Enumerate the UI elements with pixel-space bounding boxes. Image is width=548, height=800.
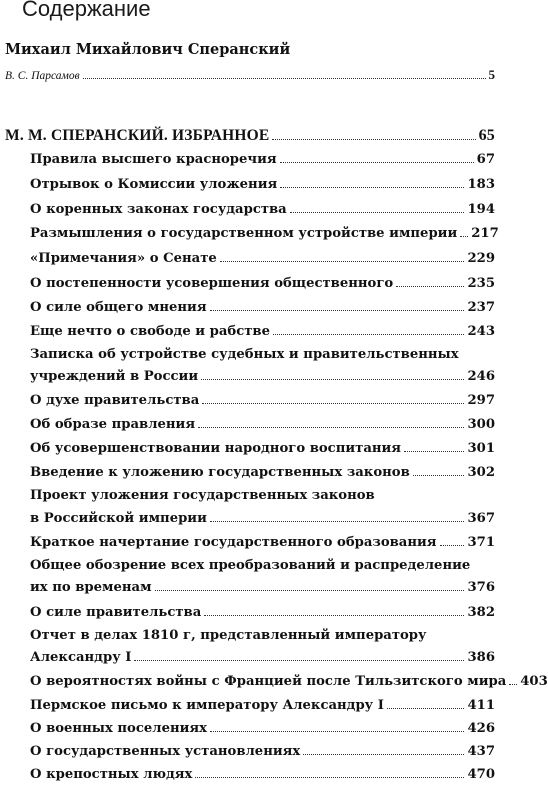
toc-entry-title: В. С. Парсамов — [5, 70, 80, 82]
toc-entry[interactable] — [30, 465, 495, 483]
toc-entry[interactable] — [30, 276, 495, 294]
toc-leader-dots — [387, 708, 465, 709]
toc-entry-title: Отрывок о Комиссии уложения — [30, 177, 278, 192]
toc-entry-first-line[interactable]: Общее обозрение всех преобразований и распределение — [30, 558, 471, 573]
toc-entry-page: 5 — [488, 67, 495, 82]
toc-entry-page: 300 — [467, 417, 495, 432]
toc-entry[interactable] — [30, 744, 495, 762]
section-author-heading: Михаил Михайлович Сперанский — [5, 41, 291, 58]
toc-leader-dots — [272, 139, 475, 140]
toc-part-heading[interactable] — [5, 127, 495, 145]
toc-leader-dots — [440, 545, 465, 546]
toc-entry[interactable] — [30, 650, 495, 668]
toc-leader-dots — [509, 684, 517, 685]
toc-entry-title: Размышления о государственном устройстве империи — [30, 226, 458, 241]
toc-entry-title: Об образе правления — [30, 417, 196, 432]
toc-leader-dots — [303, 754, 464, 755]
toc-entry-page: 235 — [467, 276, 495, 291]
toc-leader-dots — [198, 427, 464, 428]
toc-entry-title: в Российской империи — [30, 511, 207, 526]
toc-entry[interactable] — [30, 605, 495, 623]
page-title: Содержание — [22, 0, 151, 21]
toc-leader-dots — [413, 475, 465, 476]
toc-entry-page: 246 — [467, 369, 495, 384]
toc-entry-page: 376 — [467, 580, 495, 595]
toc-entry-page: 237 — [467, 300, 495, 315]
toc-entry[interactable] — [30, 511, 495, 529]
toc-entry[interactable] — [30, 441, 495, 459]
toc-entry-page: 411 — [467, 698, 495, 713]
toc-entry-title: Введение к уложению государственных законов — [30, 465, 410, 480]
toc-entry-page: 243 — [467, 324, 495, 339]
toc-entry-page: 183 — [467, 177, 495, 192]
toc-entry-page: 386 — [467, 650, 495, 665]
toc-leader-dots — [83, 78, 486, 79]
toc-entry[interactable] — [30, 393, 495, 411]
toc-entry-page: 403 — [520, 674, 548, 689]
toc-leader-dots — [210, 521, 465, 522]
toc-entry-title: Еще нечто о свободе и рабстве — [30, 324, 270, 339]
toc-entry-title: О вероятностях войны с Францией после Тильзитского мира — [30, 674, 507, 689]
toc-entry-title: О военных поселениях — [30, 721, 208, 736]
toc-leader-dots — [134, 660, 464, 661]
toc-entry-title: Об усовершенствовании народного воспитания — [30, 441, 402, 456]
toc-entry-page: 371 — [467, 535, 495, 550]
toc-entry[interactable] — [30, 674, 548, 692]
toc-entry[interactable] — [30, 417, 495, 435]
toc-leader-dots — [195, 777, 464, 778]
toc-entry[interactable] — [30, 251, 495, 269]
toc-entry-page: 426 — [467, 721, 495, 736]
toc-entry-title: О духе правительства — [30, 393, 200, 408]
toc-leader-dots — [460, 236, 468, 237]
toc-part-page: 65 — [478, 127, 495, 144]
toc-entry[interactable] — [30, 300, 495, 318]
toc-entry[interactable] — [30, 767, 495, 785]
toc-entry-first-line[interactable]: Проект уложения государственных законов — [30, 488, 375, 503]
toc-leader-dots — [210, 731, 464, 732]
toc-leader-dots — [404, 451, 464, 452]
toc-entry-intro[interactable] — [5, 67, 495, 83]
toc-entry-page: 302 — [467, 465, 495, 480]
toc-leader-dots — [280, 187, 464, 188]
toc-entry-title: учреждений в России — [30, 369, 199, 384]
toc-entry-page: 382 — [467, 605, 495, 620]
toc-entry[interactable] — [30, 226, 499, 244]
toc-entry[interactable] — [30, 580, 495, 598]
toc-entry-title: О крепостных людях — [30, 767, 193, 782]
toc-entry-page: 470 — [467, 767, 495, 782]
toc-entry-title: «Примечания» о Сенате — [30, 251, 217, 266]
toc-entry-page: 301 — [467, 441, 495, 456]
toc-entry-title: О силе общего мнения — [30, 300, 207, 315]
toc-entry-first-line[interactable]: Записка об устройстве судебных и правительственных — [30, 347, 459, 362]
toc-entry-page: 229 — [467, 251, 495, 266]
toc-entry-page: 367 — [467, 511, 495, 526]
toc-leader-dots — [396, 286, 464, 287]
toc-leader-dots — [210, 310, 465, 311]
toc-entry[interactable] — [30, 698, 495, 716]
toc-entry-title: О коренных законах государства — [30, 202, 287, 217]
toc-entry[interactable] — [30, 202, 495, 220]
toc-entry-title: О постепенности усовершения общественного — [30, 276, 394, 291]
toc-leader-dots — [155, 590, 465, 591]
toc-leader-dots — [204, 615, 464, 616]
toc-entry-title: их по временам — [30, 580, 152, 595]
toc-entry-first-line[interactable]: Отчет в делах 1810 г, представленный императору — [30, 628, 427, 643]
toc-entry-page: 297 — [467, 393, 495, 408]
toc-entry-title: Правила высшего красноречия — [30, 152, 277, 167]
toc-leader-dots — [280, 162, 474, 163]
toc-leader-dots — [273, 334, 464, 335]
toc-leader-dots — [220, 261, 465, 262]
toc-leader-dots — [290, 212, 465, 213]
toc-part-title: М. М. СПЕРАНСКИЙ. ИЗБРАННОЕ — [5, 127, 270, 144]
toc-entry[interactable] — [30, 535, 495, 553]
toc-entry[interactable] — [30, 721, 495, 739]
toc-entry-title: О государственных установлениях — [30, 744, 301, 759]
toc-entry-page: 437 — [467, 744, 495, 759]
toc-leader-dots — [201, 379, 464, 380]
toc-entry-page: 67 — [476, 152, 495, 167]
toc-entry-title: Краткое начертание государственного образования — [30, 535, 437, 550]
toc-entry[interactable] — [30, 369, 495, 387]
toc-entry[interactable] — [30, 177, 495, 195]
toc-entry[interactable] — [30, 324, 495, 342]
toc-entry-title: О силе правительства — [30, 605, 202, 620]
toc-entry-page: 217 — [471, 226, 499, 241]
toc-entry-page: 194 — [467, 202, 495, 217]
toc-entry[interactable] — [30, 152, 495, 170]
toc-entry-title: Пермское письмо к императору Александру I — [30, 698, 384, 713]
toc-leader-dots — [202, 403, 464, 404]
toc-entry-title: Александру I — [30, 650, 132, 665]
